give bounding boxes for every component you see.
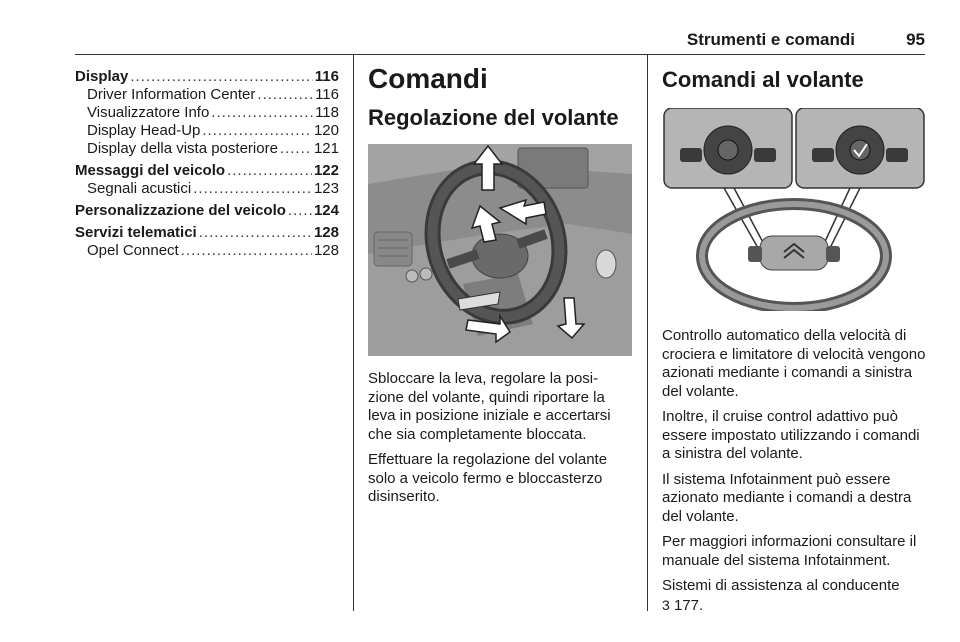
page-number: 95	[906, 30, 925, 49]
toc-label: Messaggi del veicolo	[75, 162, 226, 179]
toc-entry[interactable]	[75, 162, 339, 180]
toc-entry[interactable]	[75, 224, 339, 242]
section-steering-controls	[662, 66, 926, 622]
toc-entry[interactable]	[75, 68, 339, 86]
header-title: Strumenti e comandi	[686, 30, 855, 49]
paragraph: Sbloccare la leva, regolare la posi-zione del volante, quindi riportare la leva in posizione iniziale e accertarsi che sia completamente bloccata.	[368, 370, 611, 443]
arrow-reference-icon: 3	[662, 596, 670, 613]
cross-reference	[662, 577, 926, 615]
steering-wheel-adjust-illustration	[368, 144, 632, 356]
toc-entry[interactable]	[75, 202, 339, 220]
toc-entry[interactable]	[75, 104, 339, 122]
section-steering-adjustment	[368, 62, 632, 514]
toc-label: Visualizzatore Info	[87, 104, 210, 121]
toc-page: 121	[313, 140, 339, 157]
toc-entry[interactable]	[75, 122, 339, 140]
paragraph: Il sistema Infotainment può essere azionato mediante i comandi a destra del volante.	[662, 470, 912, 525]
toc-label: Servizi telematici	[75, 224, 197, 241]
toc-page: 116	[315, 86, 339, 103]
section-heading: Comandi	[368, 63, 488, 94]
paragraph: Controllo automatico della velocità di crociera e limitatore di velocità vengono azionati mediante i comandi a sinistra del volante.	[662, 327, 926, 400]
steering-wheel-icon	[368, 144, 632, 356]
paragraph: Effettuare la regolazione del volante solo a veicolo fermo e bloccasterzo disinserito.	[368, 451, 608, 505]
toc-label: Display Head-Up	[87, 122, 201, 139]
toc-page: 118	[315, 104, 339, 121]
toc-label: Segnali acustici	[87, 180, 192, 197]
section-subheading: Regolazione del volante	[368, 105, 619, 130]
toc-page: 123	[313, 180, 339, 197]
column-divider-right	[647, 54, 648, 611]
toc-page: 128	[313, 224, 339, 241]
toc-page: 128	[313, 242, 339, 259]
reference-text: Sistemi di assistenza al conducente	[662, 577, 900, 594]
toc-entry[interactable]	[75, 140, 339, 158]
toc-page: 116	[314, 68, 339, 85]
toc-label: Display	[75, 68, 129, 85]
table-of-contents	[75, 68, 339, 260]
toc-label: Display della vista posteriore	[87, 140, 278, 157]
toc-entry[interactable]	[75, 86, 339, 104]
page-header	[75, 18, 925, 55]
toc-label: Driver Information Center	[87, 86, 256, 103]
column-divider-left	[353, 54, 354, 611]
toc-label: Opel Connect	[87, 242, 179, 259]
steering-controls-icon	[662, 108, 926, 311]
toc-page: 124	[313, 202, 339, 219]
paragraph: Inoltre, il cruise control adattivo può essere impostato utilizzando i comandi a sinistra del volante.	[662, 408, 920, 462]
toc-page: 122	[313, 162, 339, 179]
toc-entry[interactable]	[75, 180, 339, 198]
toc-page: 120	[313, 122, 339, 139]
section-heading: Comandi al volante	[662, 67, 864, 92]
paragraph: Per maggiori informazioni consultare il manuale del sistema Infotainment.	[662, 533, 917, 569]
toc-label: Personalizzazione del veicolo	[75, 202, 286, 219]
reference-page-link[interactable]: 177.	[673, 596, 704, 614]
toc-entry[interactable]	[75, 242, 339, 260]
steering-wheel-controls-illustration	[662, 108, 926, 311]
